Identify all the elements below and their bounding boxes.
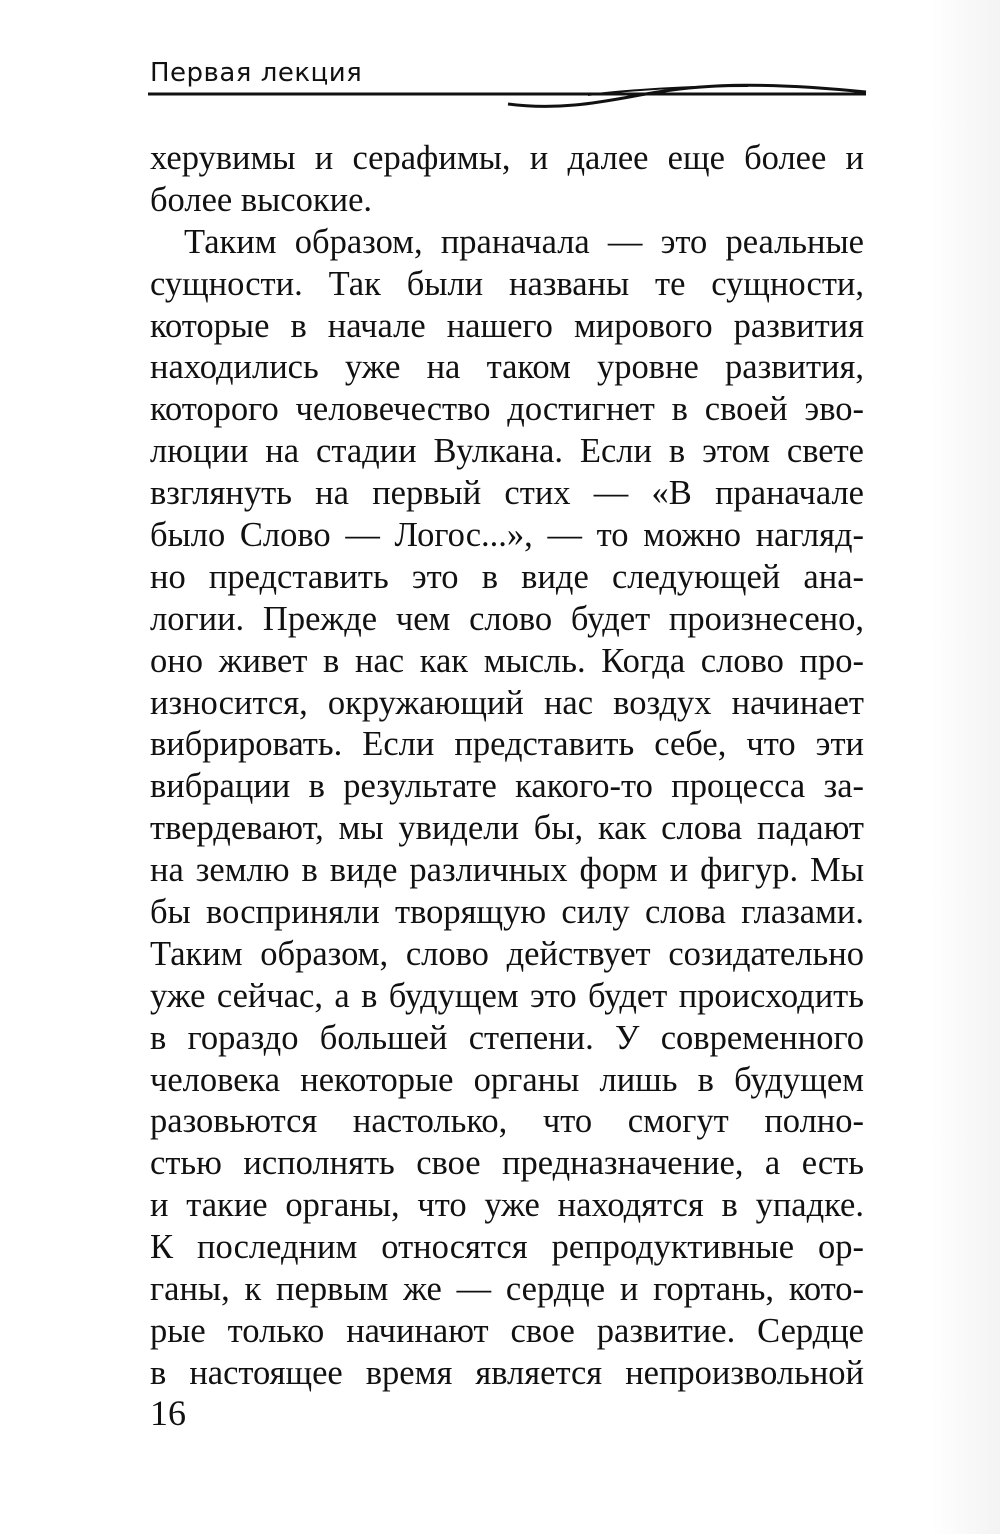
body-text (150, 138, 864, 1395)
text-line: логии. Прежде чем слово будет произнесено, (150, 599, 864, 638)
text-line: разовьются настолько, что смогут полно- (150, 1102, 864, 1141)
text-line: которые в начале нашего мирового развития (150, 306, 864, 345)
text-line: твердевают, мы увидели бы, как слова падают (150, 809, 864, 848)
running-header-title: Первая лекция (150, 58, 363, 88)
text-line: вибрировать. Если представить себе, что эти (150, 725, 864, 764)
text-line: находились уже на таком уровне развития, (150, 348, 864, 387)
text-line: Таким образом, праначала — это реальные (184, 222, 864, 261)
text-line: человека некоторые органы лишь в будущем (150, 1060, 864, 1099)
text-line: но представить это в виде следующей ана- (150, 557, 864, 596)
text-line: износится, окружающий нас воздух начинает (150, 683, 864, 722)
text-line: уже сейчас, а в будущем это будет происходить (150, 976, 864, 1015)
text-line: было Слово — Логос...», — то можно нагляд- (150, 516, 864, 555)
text-line: К последним относятся репродуктивные ор- (150, 1228, 864, 1267)
text-line: оно живет в нас как мысль. Когда слово про- (150, 641, 864, 680)
text-line: люции на стадии Вулкана. Если в этом свете (150, 432, 864, 471)
text-line: в настоящее время является непроизвольной (150, 1353, 864, 1392)
text-line: в гораздо большей степени. У современного (150, 1018, 864, 1057)
text-line: на землю в виде различных форм и фигур. Мы (150, 851, 864, 890)
text-line: Таким образом, слово действует созидательно (150, 934, 864, 973)
text-line: сущности. Так были названы те сущности, (150, 264, 864, 303)
text-line: бы восприняли творящую силу слова глазами. (150, 893, 864, 932)
page-edge-shadow (932, 0, 1000, 1534)
header-decorative-rule (148, 76, 868, 116)
text-line: взглянуть на первый стих — «В праначале (150, 474, 864, 513)
text-line: рые только начинают свое развитие. Сердце (150, 1311, 864, 1350)
text-line: ганы, к первым же — сердце и гортань, кото- (150, 1270, 864, 1309)
text-line: более высокие. (150, 180, 373, 219)
text-line: и такие органы, что уже находятся в упадке. (150, 1186, 864, 1225)
text-line: вибрации в результате какого-то процесса за- (150, 767, 864, 806)
page-number: 16 (150, 1393, 186, 1433)
text-line: стью исполнять свое предназначение, а есть (150, 1144, 864, 1183)
text-line: которого человечество достигнет в своей эво- (150, 390, 864, 429)
text-line: херувимы и серафимы, и далее еще более и (150, 139, 864, 177)
